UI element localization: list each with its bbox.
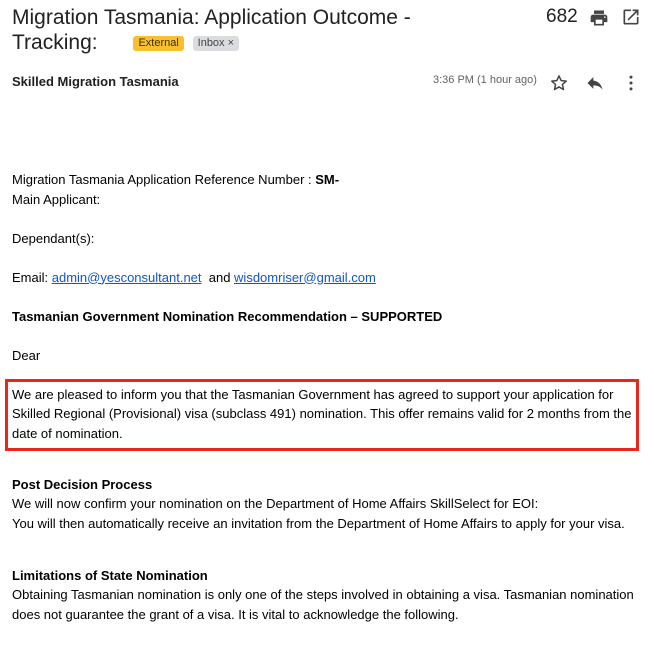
- approval-paragraph: We are pleased to inform you that the Tasmanian Government has agreed to support your application for Skilled Regional (Provisional) visa (subclass 491) nomination. This offer remains valid for 2 months from the date of nomination.: [12, 386, 632, 441]
- limitations-heading: Limitations of State Nomination: [12, 567, 208, 583]
- message-count-partial: 682: [546, 6, 578, 27]
- more-vert-icon[interactable]: [621, 73, 641, 93]
- open-in-new-icon[interactable]: [621, 7, 641, 27]
- email-link-1[interactable]: admin@yesconsultant.net: [51, 269, 202, 285]
- print-icon[interactable]: [589, 8, 609, 28]
- post-decision-line2: You will then automatically receive an invitation from the Department of Home Affairs to apply for your visa.: [12, 515, 625, 531]
- highlight-box: [5, 379, 639, 451]
- inbox-label-badge: [193, 36, 239, 51]
- email-subject: [12, 5, 412, 55]
- external-badge: External: [133, 36, 183, 51]
- subject-line2: Tracking:: [12, 31, 98, 54]
- reference-number: Migration Tasmania Application Reference Number : SM-: [12, 172, 340, 187]
- subject-line1: Migration Tasmania: Application Outcome -: [12, 6, 411, 29]
- limitations-text: Obtaining Tasmanian nomination is only one of the steps involved in obtaining a visa. Tasmanian nomination does not guarantee the grant of a visa. It is vital to acknowledge the following.: [12, 587, 634, 622]
- main-applicant: Main Applicant:: [12, 191, 101, 207]
- post-decision-line1: We will now confirm your nomination on the Department of Home Affairs SkillSelect for EOI:: [12, 496, 539, 511]
- nomination-title: Tasmanian Government Nomination Recommendation – SUPPORTED: [12, 308, 443, 324]
- dependants: Dependant(s):: [12, 230, 95, 246]
- reply-icon[interactable]: [585, 73, 605, 93]
- email-line: Email: admin@yesconsultant.net and wisdomriser@gmail.com: [12, 269, 376, 285]
- star-icon[interactable]: [549, 73, 569, 93]
- greeting: Dear: [12, 347, 41, 363]
- post-decision-heading: Post Decision Process: [12, 476, 153, 492]
- sender-name[interactable]: Skilled Migration Tasmania: [12, 74, 179, 89]
- message-time: 3:36 PM (1 hour ago): [433, 74, 537, 86]
- remove-label-icon[interactable]: ×: [227, 37, 234, 49]
- inbox-label-text: Inbox: [197, 37, 225, 49]
- email-link-2[interactable]: wisdomriser@gmail.com: [234, 269, 376, 285]
